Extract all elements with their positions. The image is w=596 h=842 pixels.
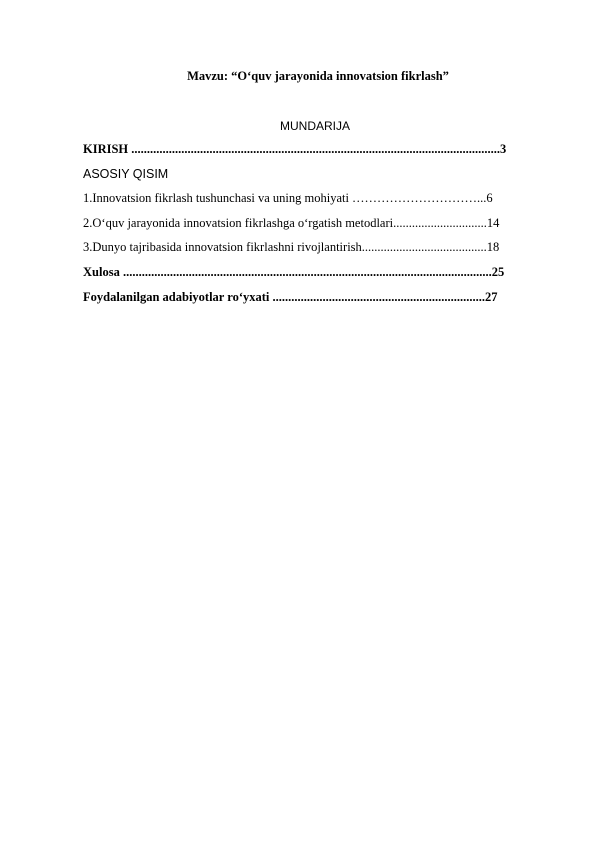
- table-of-contents: [83, 141, 553, 313]
- toc-entry-chapter-3: 3.Dunyo tajribasida innovatsion fikrlashni rivojlantirish........................................18: [83, 240, 500, 255]
- toc-entry-kirish: KIRISH ......................................................................................................................3: [83, 142, 507, 156]
- toc-entry-asosiy-qismi: ASOSIY QISIM: [83, 166, 169, 181]
- toc-entry-xulosa: Xulosa ......................................................................................................................25: [83, 264, 505, 279]
- toc-entry-chapter-1: 1.Innovatsion fikrlash tushunchasi va uning mohiyati …………………………...6: [83, 191, 493, 206]
- toc-heading: MUNDARIJA: [279, 119, 350, 133]
- toc-entry-references: Foydalanilgan adabiyotlar ro‘yxati ....................................................................27: [83, 289, 498, 304]
- toc-entry-chapter-2: 2.O‘quv jarayonida innovatsion fikrlashga o‘rgatish metodlari..............................14: [83, 215, 500, 230]
- document-topic: Mavzu: “O‘quv jarayonida innovatsion fikrlash”: [187, 69, 449, 83]
